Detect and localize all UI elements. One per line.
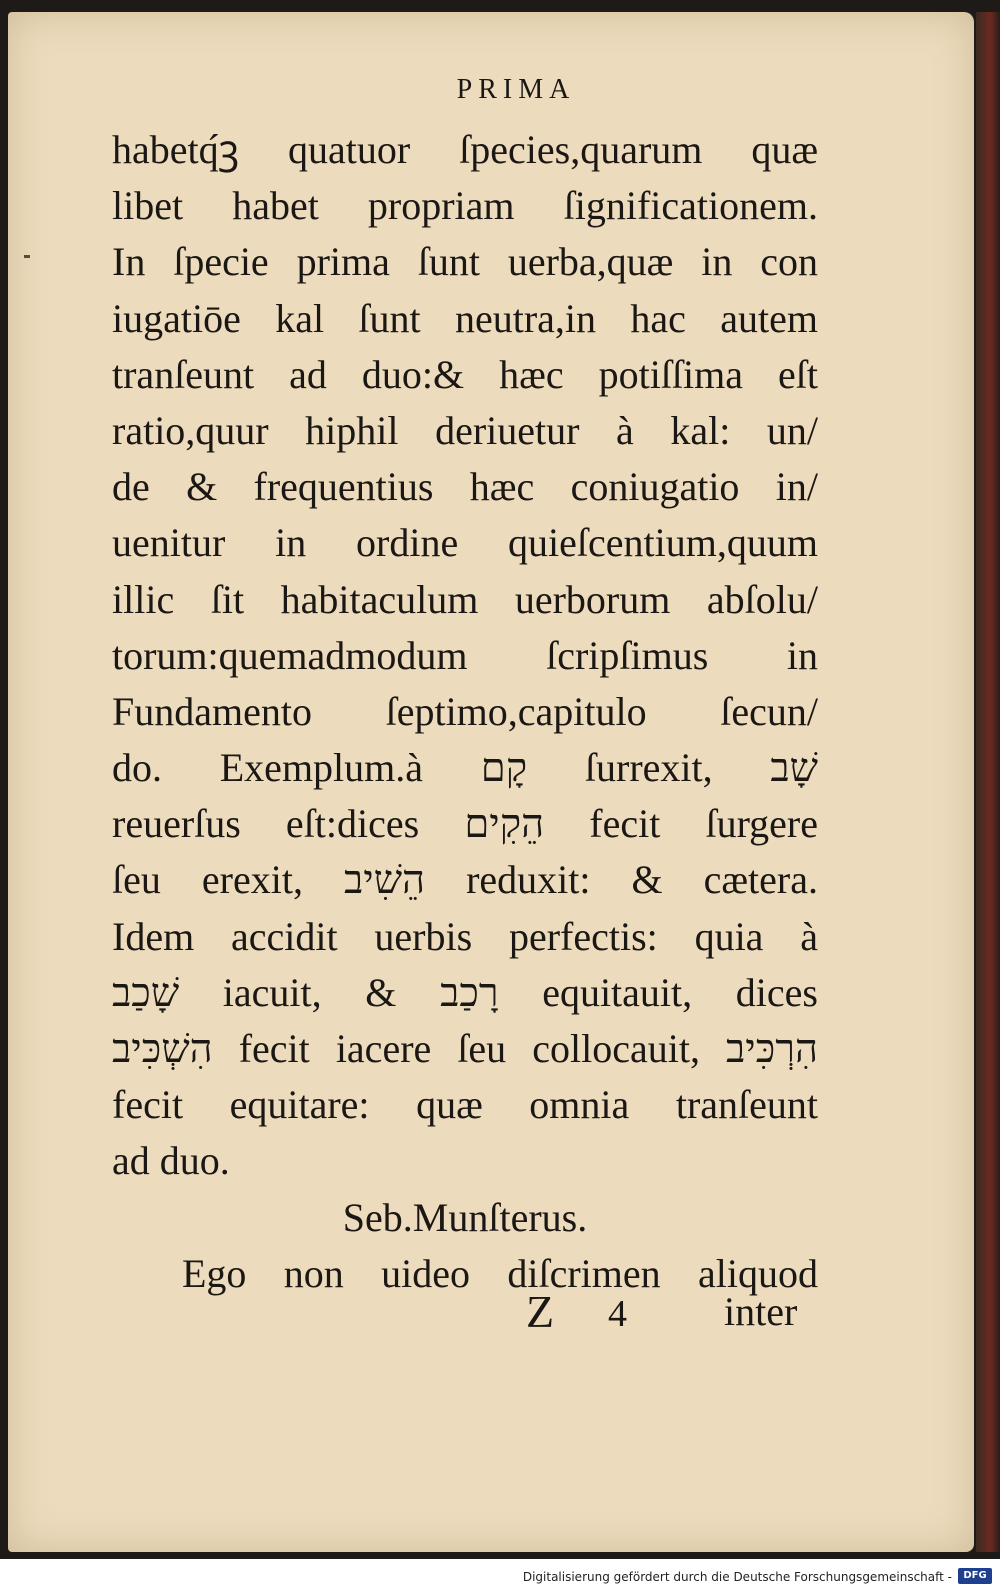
signature-mark: Z xyxy=(526,1286,555,1337)
book-edge xyxy=(976,12,1000,1552)
text-line: de & frequentius hæc coniugatio in/ xyxy=(112,464,818,510)
text-line: uenitur in ordine quieſcentium,quum xyxy=(112,520,818,566)
text-line: iugatiōe kal ſunt neutra,in hac autem xyxy=(112,295,818,341)
text-line: tranſeunt ad duo:& hæc potiſſima eſt xyxy=(112,351,818,397)
text-line: habetq́ꝫ quatuor ſpecies,quarum quæ xyxy=(112,127,818,172)
body-text xyxy=(112,122,818,1302)
footer-credit: Digitalisierung gefördert durch die Deutsche Forschungsgemeinschaft - xyxy=(522,1570,952,1584)
text-line: torum:quemadmodum ſcripſimus in xyxy=(112,632,818,678)
signature-number: 4 xyxy=(608,1293,627,1335)
text-line: שָׁכַב iacuit, & רָכַב equitauit, dices xyxy=(112,969,818,1015)
author-heading: Seb.Munſterus. xyxy=(342,1194,588,1240)
text-line: illic ſit habitaculum uerborum abſolu/ xyxy=(112,576,818,622)
text-line: Idem accidit uerbis perfectis: quia à xyxy=(112,913,818,959)
text-line: ſeu erexit, הֵשִׁיב reduxit: & cætera. xyxy=(112,857,818,903)
text-line: fecit equitare: quæ omnia tranſeunt xyxy=(112,1082,818,1128)
text-line: libet habet propriam ſignificationem. xyxy=(112,183,818,229)
text-line: In ſpecie prima ſunt uerba,quæ in con xyxy=(112,239,818,285)
catch-word: inter xyxy=(724,1289,798,1334)
text-line: do. Exemplum.à קָם ſurrexit, שָׁב xyxy=(112,745,818,791)
book-page xyxy=(8,12,974,1552)
text-line: Fundamento ſeptimo,capitulo ſecun/ xyxy=(112,688,818,734)
margin-mark xyxy=(24,255,30,258)
text-line: הִשְׁכִּיב fecit iacere ſeu collocauit, הִרְכִּיב xyxy=(112,1026,818,1071)
dfg-logo-icon: DFG xyxy=(958,1568,992,1584)
footer-bar xyxy=(0,1559,1000,1591)
text-line: Ego non uideo diſcrimen aliquod xyxy=(182,1250,818,1296)
text-line: reuerſus eſt:dices הֵקִים fecit ſurgere xyxy=(112,801,818,847)
running-head: PRIMA xyxy=(456,74,576,105)
text-line: ad duo. xyxy=(112,1138,230,1184)
text-line: ratio,quur hiphil deriuetur à kal: un/ xyxy=(112,407,818,453)
